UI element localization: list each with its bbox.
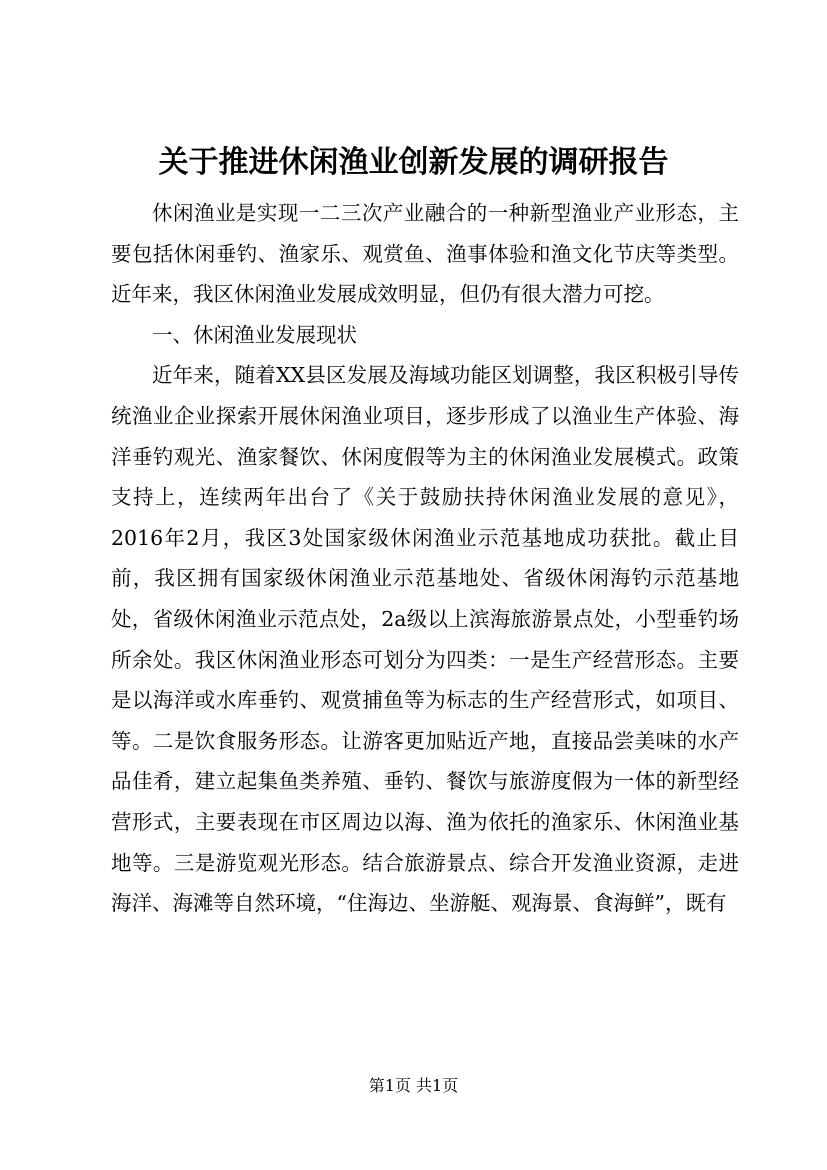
document-title: 关于推进休闲渔业创新发展的调研报告 (158, 145, 669, 180)
document-body (111, 193, 739, 924)
paragraph-status: 近年来，随着XX县区发展及海域功能区划调整，我区积极引导传统渔业企业探索开展休闲渔业项目，逐步形成了以渔业生产体验、海洋垂钓观光、渔家餐饮、休闲度假等为主的休闲渔业发展模式。政策支持上，连续两年出台了《关于鼓励扶持休闲渔业发展的意见》，2016年2月，我区3处国家级休闲渔业示范基地成功获批。截止目前，我区拥有国家级休闲渔业示范基地处、省级休闲海钓示范基地处，省级休闲渔业示范点处，2a级以上滨海旅游景点处，小型垂钓场所余处。我区休闲渔业形态可划分为四类：一是生产经营形态。主要是以海洋或水库垂钓、观赏捕鱼等为标志的生产经营形式，如项目、等。二是饮食服务形态。让游客更加贴近产地，直接品尝美味的水产品佳肴，建立起集鱼类养殖、垂钓、餐饮与旅游度假为一体的新型经营形式，主要表现在市区周边以海、渔为依托的渔家乐、休闲渔业基地等。三是游览观光形态。结合旅游景点、综合开发渔业资源，走进海洋、海滩等自然环境，“住海边、坐游艇、观海景、食海鲜”，既有 (111, 363, 739, 916)
page-footer: 第1页 共1页 (368, 1076, 459, 1095)
section-heading: 一、休闲渔业发展现状 (152, 322, 357, 347)
paragraph-intro: 休闲渔业是实现一二三次产业融合的一种新型渔业产业形态，主要包括休闲垂钓、渔家乐、观赏鱼、渔事体验和渔文化节庆等类型。近年来，我区休闲渔业发展成效明显，但仍有很大潜力可挖。 (111, 201, 739, 307)
